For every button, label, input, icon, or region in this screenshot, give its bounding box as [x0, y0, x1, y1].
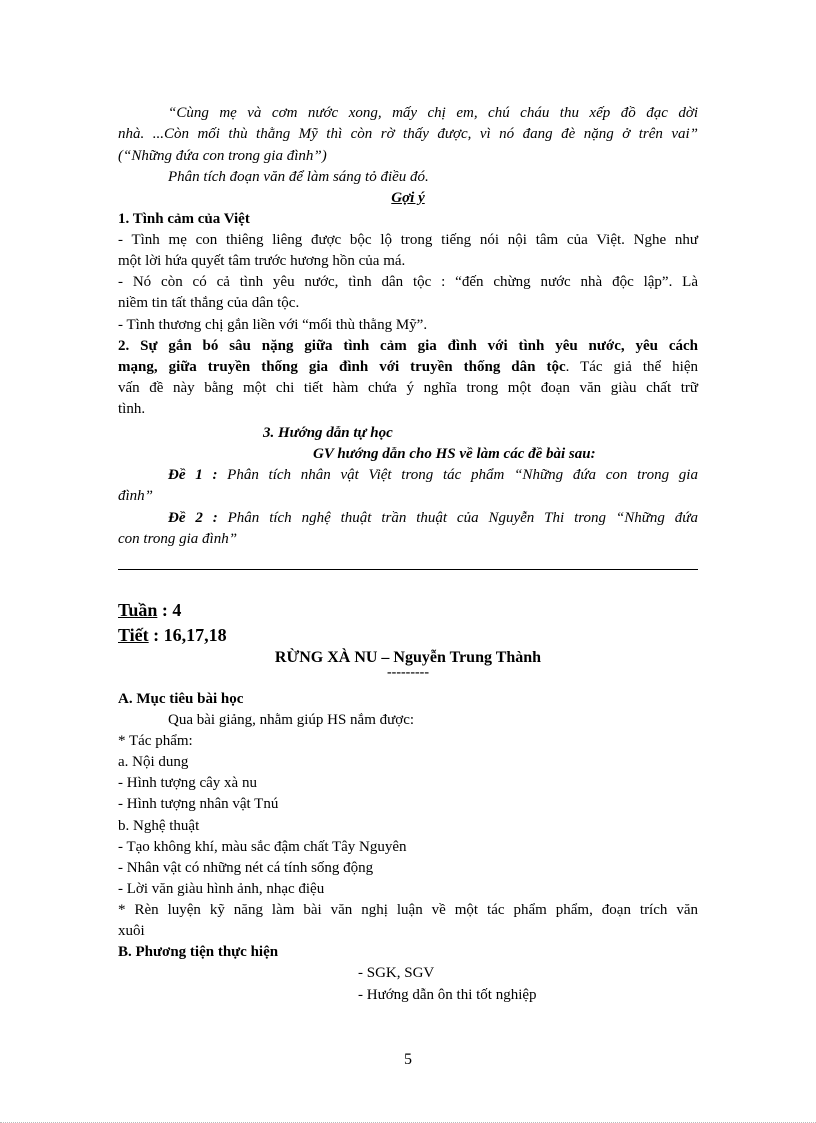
lesson-title-rule: --------- [387, 665, 429, 680]
objective-item: - Hình tượng nhân vật Tnú [118, 796, 279, 812]
page-number: 5 [404, 1051, 412, 1068]
period-value: : 16,17,18 [148, 625, 227, 645]
topic-2 [168, 508, 698, 529]
means-heading: B. Phương tiện thực hiện [118, 944, 279, 960]
lesson-title: RỪNG XÀ NU – Nguyễn Trung Thành [274, 649, 542, 666]
week-value: : 4 [157, 600, 182, 620]
objective-item: - Hình tượng cây xà nu [118, 775, 257, 791]
means-item: - Hướng dẫn ôn thi tốt nghiệp [358, 987, 537, 1003]
quote-source: (“Những đứa con trong gia đình”) [118, 148, 327, 164]
skill-line-2: xuôi [118, 923, 145, 939]
section-2-line-4: tình. [118, 401, 146, 417]
objectives-heading: A. Mục tiêu bài học [118, 691, 244, 707]
quote-line-2: nhà. ...Còn mối thù thằng Mỹ thì còn rờ thấy được, vì nó đang đè nặng ở trên vai” [118, 126, 698, 142]
section-1-line: - Tình thương chị gắn liền với “mối thù thằng Mỹ”. [118, 317, 428, 333]
section-1-line: niềm tin tất thắng của dân tộc. [118, 295, 300, 311]
topic-2-label: Đề 2 : [168, 510, 218, 526]
topic-1 [168, 465, 698, 486]
objective-item: - Tạo không khí, màu sắc đậm chất Tây Nguyên [118, 839, 407, 855]
skill-line-1: * Rèn luyện kỹ năng làm bài văn nghị luận về một tác phẩm phẩm, đoạn trích văn [118, 902, 698, 918]
section-divider [118, 569, 698, 570]
topic-2-text: Phân tích nghệ thuật trần thuật của Nguyễn Thi trong “Những đứa [217, 510, 698, 526]
topic-2-cont: con trong gia đình” [118, 531, 238, 547]
period-line [118, 623, 698, 647]
section-1-line: một lời hứa quyết tâm trước hương hồn của má. [118, 253, 406, 269]
self-study-subheading: GV hướng dẫn cho HS về làm các đề bài sau: [313, 446, 596, 462]
section-1-line: - Tình mẹ con thiêng liêng được bộc lộ trong tiếng nói nội tâm của Việt. Nghe như [118, 232, 698, 248]
quote-line-1: “Cùng mẹ và cơm nước xong, mấy chị em, chú cháu thu xếp đồ đạc dời [168, 105, 698, 121]
week-line [118, 598, 698, 622]
section-2-heading-line-2: mạng, giữa truyền thống gia đình với truyền thống dân tộc [118, 359, 566, 375]
objectives-intro: Qua bài giảng, nhằm giúp HS nắm được: [168, 712, 415, 728]
topic-1-cont: đình” [118, 488, 154, 504]
section-2-line-2-rest: . Tác giả thể hiện [565, 359, 698, 375]
objective-item: - Nhân vật có những nét cá tính sống động [118, 860, 374, 876]
section-1-heading: 1. Tình cảm của Việt [118, 211, 250, 227]
topic-1-text: Phân tích nhân vật Việt trong tác phẩm “Những đứa con trong gia [217, 467, 698, 483]
section-2-heading-line-1: 2. Sự gắn bó sâu nặng giữa tình cảm gia đình với tình yêu nước, yêu cách [118, 338, 698, 354]
self-study-heading: 3. Hướng dẫn tự học [263, 425, 393, 441]
section-2-line-3: vấn đề này bằng một chi tiết hàm chứa ý nghĩa trong một đoạn văn giàu chất trữ [118, 380, 698, 396]
means-item: - SGK, SGV [358, 965, 435, 981]
task-text: Phân tích đoạn văn để làm sáng tỏ điều đó. [168, 169, 429, 185]
period-label: Tiết [118, 625, 149, 645]
topic-1-label: Đề 1 : [168, 467, 218, 483]
week-label: Tuần [118, 600, 158, 620]
objective-item: a. Nội dung [118, 754, 189, 770]
objective-item: b. Nghệ thuật [118, 818, 200, 834]
objective-item: - Lời văn giàu hình ảnh, nhạc điệu [118, 881, 325, 897]
section-2-line-2 [118, 357, 698, 378]
objective-item: * Tác phẩm: [118, 733, 193, 749]
hint-heading: Gợi ý [391, 190, 425, 206]
section-1-line: - Nó còn có cả tình yêu nước, tình dân tộc : “đến chừng nước nhà độc lập”. Là [118, 274, 698, 290]
